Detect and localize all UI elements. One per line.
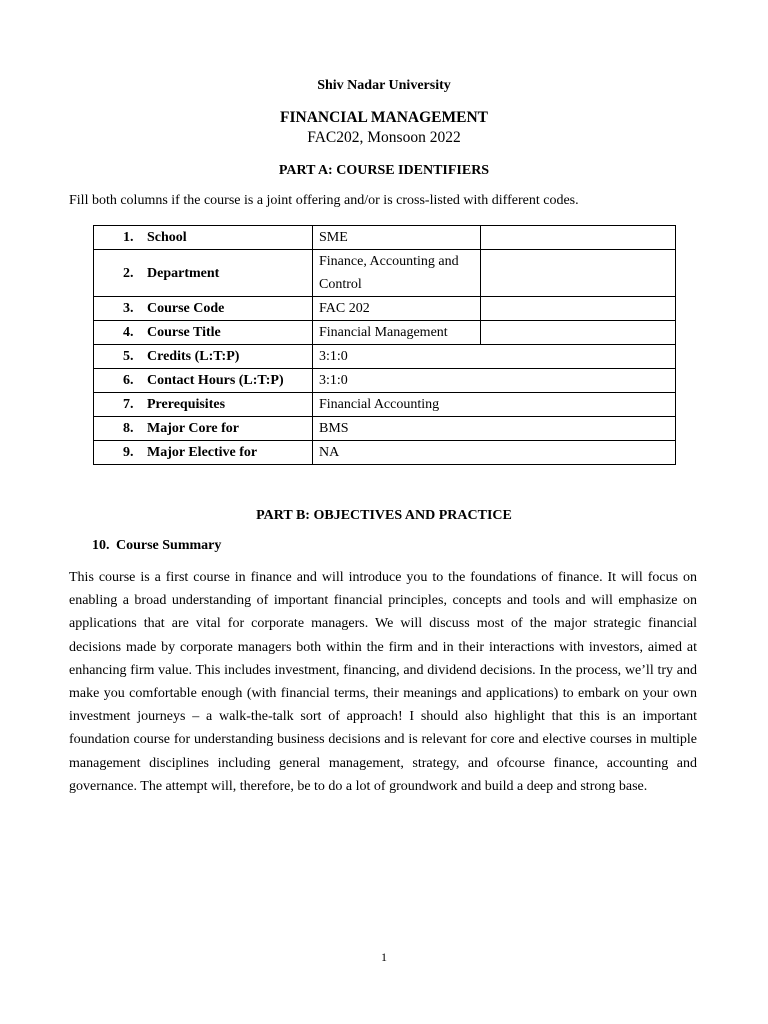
part-b-heading: PART B: OBJECTIVES AND PRACTICE xyxy=(256,508,512,523)
instruction-text: Fill both columns if the course is a joint offering and/or is cross-listed with different codes. xyxy=(69,193,579,208)
row-label: 8. Major Core for xyxy=(94,417,313,441)
row-value-2 xyxy=(481,321,676,345)
table-row xyxy=(94,393,676,417)
row-value-2 xyxy=(481,250,676,297)
row-value-2 xyxy=(481,226,676,250)
row-value: 3:1:0 xyxy=(313,345,676,369)
table-row xyxy=(94,297,676,321)
course-code-term: FAC202, Monsoon 2022 xyxy=(307,129,461,146)
row-value: Financial Accounting xyxy=(313,393,676,417)
row-value: Financial Management xyxy=(313,321,481,345)
row-value: SME xyxy=(313,226,481,250)
row-label: 2. Department xyxy=(94,250,313,297)
row-label: 6. Contact Hours (L:T:P) xyxy=(94,369,313,393)
table-row xyxy=(94,226,676,250)
table-row xyxy=(94,441,676,465)
course-title: FINANCIAL MANAGEMENT xyxy=(280,109,488,126)
university-name: Shiv Nadar University xyxy=(317,78,451,93)
row-value-2 xyxy=(481,297,676,321)
table-row xyxy=(94,321,676,345)
part-a-heading: PART A: COURSE IDENTIFIERS xyxy=(278,163,490,178)
row-label: 5. Credits (L:T:P) xyxy=(94,345,313,369)
table-row xyxy=(94,250,676,297)
table-row xyxy=(94,345,676,369)
row-value: Finance, Accounting and Control xyxy=(313,250,481,297)
row-label: 3. Course Code xyxy=(94,297,313,321)
row-value: BMS xyxy=(313,417,676,441)
row-label: 7. Prerequisites xyxy=(94,393,313,417)
page-number: 1 xyxy=(381,950,387,964)
row-label: 4. Course Title xyxy=(94,321,313,345)
course-summary-heading: 10. Course Summary xyxy=(92,538,222,553)
table-row xyxy=(94,417,676,441)
course-summary-text: This course is a first course in finance and will introduce you to the foundations of finance. It will focus on enabling a broad understanding of important financial principles, concepts and tools and will emphasize on applications that are vital for corporate managers. We will discuss most of the major strategic financial decisions made by corporate managers both within the firm and in their interactions with investors, aimed at enhancing firm value. This includes investment, financing, and dividend decisions. In the process, we’ll try and make you comfortable enough (with financial terms, their meanings and applications) to embark on your own investment journeys – a walk-the-talk sort of approach! I should also highlight that this is an important foundation course for understanding business decisions and is relevant for core and elective courses in multiple management disciplines including general management, strategy, and ofcourse finance, accounting and governance. The attempt will, therefore, be to do a lot of groundwork and build a deep and strong base. xyxy=(69,570,697,794)
row-label: 1. School xyxy=(94,226,313,250)
row-label: 9. Major Elective for xyxy=(94,441,313,465)
row-value: FAC 202 xyxy=(313,297,481,321)
table-row xyxy=(94,369,676,393)
row-value: 3:1:0 xyxy=(313,369,676,393)
course-identifiers-table xyxy=(93,225,676,465)
row-value: NA xyxy=(313,441,676,465)
